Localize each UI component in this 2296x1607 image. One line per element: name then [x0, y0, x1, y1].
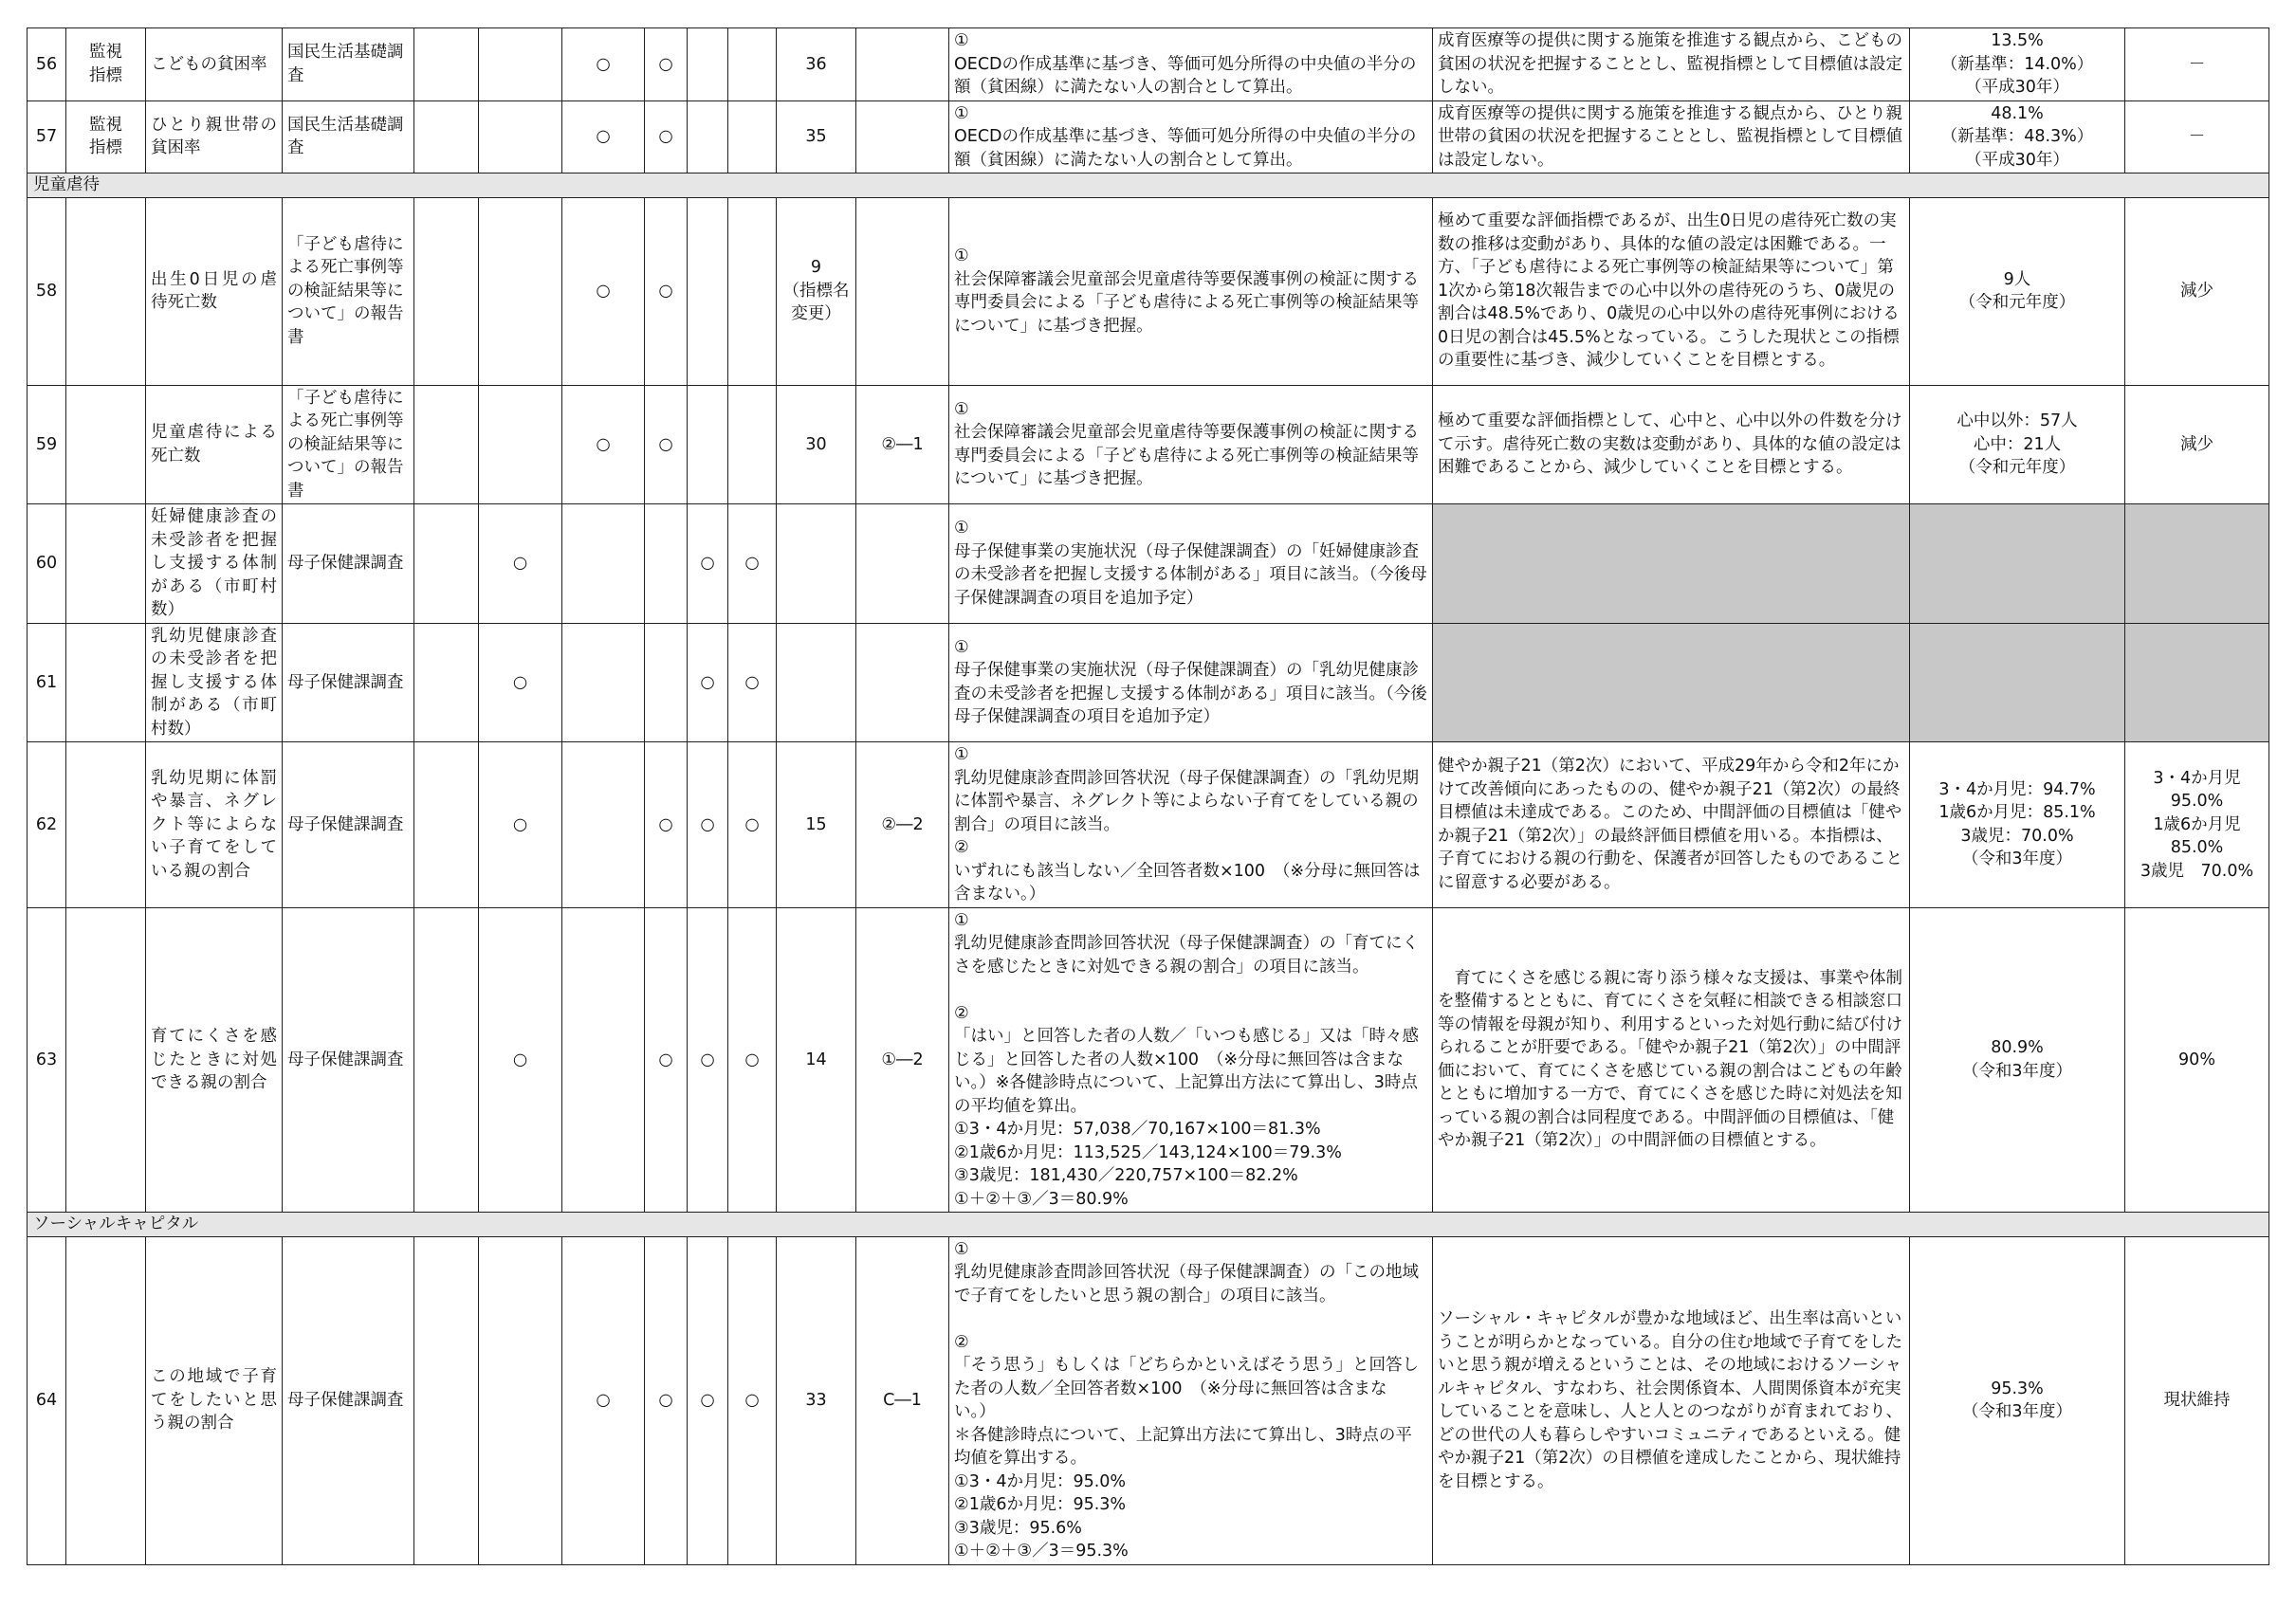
mark-cell: ○ [562, 100, 645, 173]
calculation-method: ① 社会保障審議会児童部会児童虐待等要保護事例の検証に関する専門委員会による「子ども虐待による死亡事例等の検証結果等について」に基づき把握。 [949, 197, 1433, 385]
row-number: 57 [28, 100, 66, 173]
rationale: 育てにくさを感じる親に寄り添う様々な支援は、事業や体制を整備するとともに、育てにくさを気軽に相談できる相談窓口等の情報を母親が知り、利用するといった対処行動に結び付けられることが肝要である。「健やか親子21（第2次）」の中間評価において、育てにくさを感じている親の割合はこどもの年齢とともに増加する一方で、育てにくさを感じた時に対処法を知っている親の割合は同程度である。中間評価の目標値は、「健やか親子21（第2次）」の中間評価の目標値とする。 [1433, 907, 1910, 1213]
mark-cell [479, 28, 562, 101]
indicator-type [66, 385, 146, 504]
mark-cell: ○ [688, 1236, 728, 1564]
target-value: 減少 [2125, 197, 2269, 385]
reference-code: ②―2 [856, 742, 949, 908]
mark-cell: ○ [688, 742, 728, 908]
reference-number: 14 [777, 907, 856, 1213]
reference-code [856, 100, 949, 173]
data-source: 母子保健課調査 [283, 504, 414, 624]
mark-cell: ○ [645, 1236, 688, 1564]
calculation-method: ① 社会保障審議会児童部会児童虐待等要保護事例の検証に関する専門委員会による「子ども虐待による死亡事例等の検証結果等について」に基づき把握。 [949, 385, 1433, 504]
table-row [28, 100, 2269, 173]
mark-cell [645, 623, 688, 742]
reference-code [856, 504, 949, 624]
rationale: 成育医療等の提供に関する施策を推進する観点から、こどもの貧困の状況を把握することとし、監視指標として目標値は設定しない。 [1433, 28, 1910, 101]
mark-cell: ○ [479, 623, 562, 742]
data-source: 国民生活基礎調査 [283, 28, 414, 101]
mark-cell [562, 742, 645, 908]
indicator-table [27, 27, 2269, 1565]
mark-cell: ○ [728, 1236, 777, 1564]
mark-cell: ○ [645, 197, 688, 385]
section-title: ソーシャルキャピタル [28, 1213, 2269, 1237]
indicator-name: 乳幼児健康診査の未受診者を把握し支援する体制がある（市町村数） [146, 623, 283, 742]
indicator-type [66, 742, 146, 908]
mark-cell: ○ [645, 907, 688, 1213]
table-row [28, 385, 2269, 504]
mark-cell: ○ [688, 907, 728, 1213]
calculation-method: ① 乳幼児健康診査問診回答状況（母子保健課調査）の「この地域で子育てをしたいと思う親の割合」の項目に該当。 ② 「そう思う」もしくは「どちらかといえばそう思う」と回答した者の人数／全回答者数×100 （※分母に無回答は含まない。） ＊各健診時点について、上記算出方法にて算出し、3時点の平均値を算出する。 ①3・4か月児：95.0% ②1歳6か月児：95.3% ③3歳児：95.6% ①＋②＋③／3＝95.3% [949, 1236, 1433, 1564]
mark-cell [479, 100, 562, 173]
reference-number: 30 [777, 385, 856, 504]
mark-cell [688, 28, 728, 101]
reference-code [856, 623, 949, 742]
data-source: 「子ども虐待による死亡事例等の検証結果等について」の報告書 [283, 197, 414, 385]
reference-number: 15 [777, 742, 856, 908]
data-source: 母子保健課調査 [283, 623, 414, 742]
row-number: 64 [28, 1236, 66, 1564]
target-value: － [2125, 28, 2269, 101]
reference-number: 9 （指標名変更） [777, 197, 856, 385]
mark-cell: ○ [688, 623, 728, 742]
indicator-name: 育てにくさを感じたときに対処できる親の割合 [146, 907, 283, 1213]
current-value: 95.3% （令和3年度） [1910, 1236, 2125, 1564]
mark-cell [479, 197, 562, 385]
mark-cell: ○ [562, 197, 645, 385]
row-number: 63 [28, 907, 66, 1213]
reference-code: ②―1 [856, 385, 949, 504]
target-value: 3・4か月児 95.0% 1歳6か月児 85.0% 3歳児 70.0% [2125, 742, 2269, 908]
mark-cell: ○ [645, 742, 688, 908]
mark-cell [414, 742, 479, 908]
reference-code: C―1 [856, 1236, 949, 1564]
mark-cell [414, 907, 479, 1213]
indicator-type [66, 907, 146, 1213]
row-number: 58 [28, 197, 66, 385]
section-title: 児童虐待 [28, 173, 2269, 198]
target-value [2125, 623, 2269, 742]
rationale [1433, 623, 1910, 742]
calculation-method: ① 母子保健事業の実施状況（母子保健課調査）の「妊婦健康診査の未受診者を把握し支援する体制がある」項目に該当。（今後母子保健課調査の項目を追加予定） [949, 504, 1433, 624]
mark-cell [562, 623, 645, 742]
current-value [1910, 504, 2125, 624]
indicator-name: ひとり親世帯の貧困率 [146, 100, 283, 173]
mark-cell [562, 907, 645, 1213]
mark-cell [414, 197, 479, 385]
mark-cell [688, 385, 728, 504]
mark-cell [414, 100, 479, 173]
target-value: 90% [2125, 907, 2269, 1213]
row-number: 62 [28, 742, 66, 908]
reference-number: 36 [777, 28, 856, 101]
mark-cell: ○ [479, 504, 562, 624]
mark-cell: ○ [728, 623, 777, 742]
indicator-name: こどもの貧困率 [146, 28, 283, 101]
reference-code [856, 197, 949, 385]
indicator-name: 妊婦健康診査の未受診者を把握し支援する体制がある（市町村数） [146, 504, 283, 624]
data-source: 母子保健課調査 [283, 742, 414, 908]
indicator-type [66, 197, 146, 385]
indicator-type [66, 1236, 146, 1564]
mark-cell: ○ [728, 742, 777, 908]
mark-cell [688, 100, 728, 173]
calculation-method: ① 乳幼児健康診査問診回答状況（母子保健課調査）の「乳幼児期に体罰や暴言、ネグレクト等によらない子育てをしている親の割合」の項目に該当。 ② いずれにも該当しない／全回答者数×100 （※分母に無回答は含まない。） [949, 742, 1433, 908]
mark-cell: ○ [562, 385, 645, 504]
mark-cell: ○ [645, 100, 688, 173]
mark-cell: ○ [728, 907, 777, 1213]
mark-cell [414, 504, 479, 624]
calculation-method: ① 乳幼児健康診査問診回答状況（母子保健課調査）の「育てにくさを感じたときに対処できる親の割合」の項目に該当。 ② 「はい」と回答した者の人数／「いつも感じる」又は「時々感じる」と回答した者の人数×100 （※分母に無回答は含まない。）※各健診時点について、上記算出方法にて算出し、3時点の平均値を算出。 ①3・4か月児：57,038／70,167×100＝81.3% ②1歳6か月児：113,525／143,124×100＝79.3% ③3歳児：181,430／220,757×100＝82.2% ①＋②＋③／3＝80.9% [949, 907, 1433, 1213]
table-row [28, 197, 2269, 385]
rationale: 極めて重要な評価指標として、心中と、心中以外の件数を分けて示す。虐待死亡数の実数は変動があり、具体的な値の設定は困難であることから、減少していくことを目標とする。 [1433, 385, 1910, 504]
mark-cell [479, 1236, 562, 1564]
mark-cell: ○ [645, 28, 688, 101]
indicator-name: この地域で子育てをしたいと思う親の割合 [146, 1236, 283, 1564]
reference-number [777, 623, 856, 742]
table-row [28, 504, 2269, 624]
row-number: 59 [28, 385, 66, 504]
data-source: 「子ども虐待による死亡事例等の検証結果等について」の報告書 [283, 385, 414, 504]
table-row [28, 1236, 2269, 1564]
target-value [2125, 504, 2269, 624]
current-value [1910, 623, 2125, 742]
current-value: 心中以外：57人 心中：21人 （令和元年度） [1910, 385, 2125, 504]
indicator-name: 児童虐待による死亡数 [146, 385, 283, 504]
table-row [28, 28, 2269, 101]
reference-number [777, 504, 856, 624]
rationale [1433, 504, 1910, 624]
reference-number: 35 [777, 100, 856, 173]
mark-cell [645, 504, 688, 624]
mark-cell [414, 28, 479, 101]
indicator-type: 監視 指標 [66, 28, 146, 101]
current-value: 13.5% （新基準：14.0%） （平成30年） [1910, 28, 2125, 101]
rationale: ソーシャル・キャピタルが豊かな地域ほど、出生率は高いということが明らかとなっている。自分の住む地域で子育てをしたいと思う親が増えるということは、その地域におけるソーシャルキャピタル、すなわち、社会関係資本、人間関係資本が充実していることを意味し、人と人とのつながりが育まれており、どの世代の人も暮らしやすいコミュニティであるといえる。健やか親子21（第2次）の目標値を達成したことから、現状維持を目標とする。 [1433, 1236, 1910, 1564]
mark-cell [479, 385, 562, 504]
reference-code: ①―2 [856, 907, 949, 1213]
section-header-row [28, 173, 2269, 198]
calculation-method: ① 母子保健事業の実施状況（母子保健課調査）の「乳幼児健康診査の未受診者を把握し支援する体制がある」項目に該当。（今後母子保健課調査の項目を追加予定） [949, 623, 1433, 742]
mark-cell [688, 197, 728, 385]
target-value: 減少 [2125, 385, 2269, 504]
indicator-type [66, 504, 146, 624]
mark-cell [414, 623, 479, 742]
mark-cell [728, 197, 777, 385]
data-source: 母子保健課調査 [283, 1236, 414, 1564]
mark-cell: ○ [479, 742, 562, 908]
indicator-name: 乳幼児期に体罰や暴言、ネグレクト等によらない子育てをしている親の割合 [146, 742, 283, 908]
mark-cell [728, 100, 777, 173]
table-row [28, 623, 2269, 742]
target-value: 現状維持 [2125, 1236, 2269, 1564]
mark-cell [728, 385, 777, 504]
indicator-name: 出生0日児の虐待死亡数 [146, 197, 283, 385]
mark-cell [562, 504, 645, 624]
current-value: 9人 （令和元年度） [1910, 197, 2125, 385]
current-value: 3・4か月児：94.7% 1歳6か月児：85.1% 3歳児：70.0% （令和3年度） [1910, 742, 2125, 908]
row-number: 56 [28, 28, 66, 101]
section-header-row [28, 1213, 2269, 1237]
target-value: － [2125, 100, 2269, 173]
current-value: 80.9% （令和3年度） [1910, 907, 2125, 1213]
mark-cell [728, 28, 777, 101]
reference-number: 33 [777, 1236, 856, 1564]
current-value: 48.1% （新基準：48.3%） （平成30年） [1910, 100, 2125, 173]
rationale: 成育医療等の提供に関する施策を推進する観点から、ひとり親世帯の貧困の状況を把握することとし、監視指標として目標値は設定しない。 [1433, 100, 1910, 173]
mark-cell: ○ [645, 385, 688, 504]
mark-cell: ○ [479, 907, 562, 1213]
data-source: 母子保健課調査 [283, 907, 414, 1213]
data-source: 国民生活基礎調査 [283, 100, 414, 173]
mark-cell: ○ [562, 28, 645, 101]
indicator-type [66, 623, 146, 742]
calculation-method: ① OECDの作成基準に基づき、等価可処分所得の中央値の半分の額（貧困線）に満たない人の割合として算出。 [949, 28, 1433, 101]
mark-cell [414, 1236, 479, 1564]
table-row [28, 907, 2269, 1213]
table-row [28, 742, 2269, 908]
row-number: 60 [28, 504, 66, 624]
mark-cell: ○ [688, 504, 728, 624]
rationale: 健やか親子21（第2次）において、平成29年から令和2年にかけて改善傾向にあったものの、健やか親子21（第2次）の最終目標値は未達成である。このため、中間評価の目標値は「健やか親子21（第2次）」の最終評価目標値を用いる。本指標は、子育てにおける親の行動を、保護者が回答したものであることに留意する必要がある。 [1433, 742, 1910, 908]
indicator-type: 監視 指標 [66, 100, 146, 173]
mark-cell: ○ [728, 504, 777, 624]
reference-code [856, 28, 949, 101]
mark-cell: ○ [562, 1236, 645, 1564]
mark-cell [414, 385, 479, 504]
row-number: 61 [28, 623, 66, 742]
rationale: 極めて重要な評価指標であるが、出生0日児の虐待死亡数の実数の推移は変動があり、具体的な値の設定は困難である。一方、「子ども虐待による死亡事例等の検証結果等について」第1次から第18次報告までの心中以外の虐待死のうち、0歳児の割合は48.5%であり、0歳児の心中以外の虐待死事例における0日児の割合は45.5%となっている。こうした現状とこの指標の重要性に基づき、減少していくことを目標とする。 [1433, 197, 1910, 385]
calculation-method: ① OECDの作成基準に基づき、等価可処分所得の中央値の半分の額（貧困線）に満たない人の割合として算出。 [949, 100, 1433, 173]
